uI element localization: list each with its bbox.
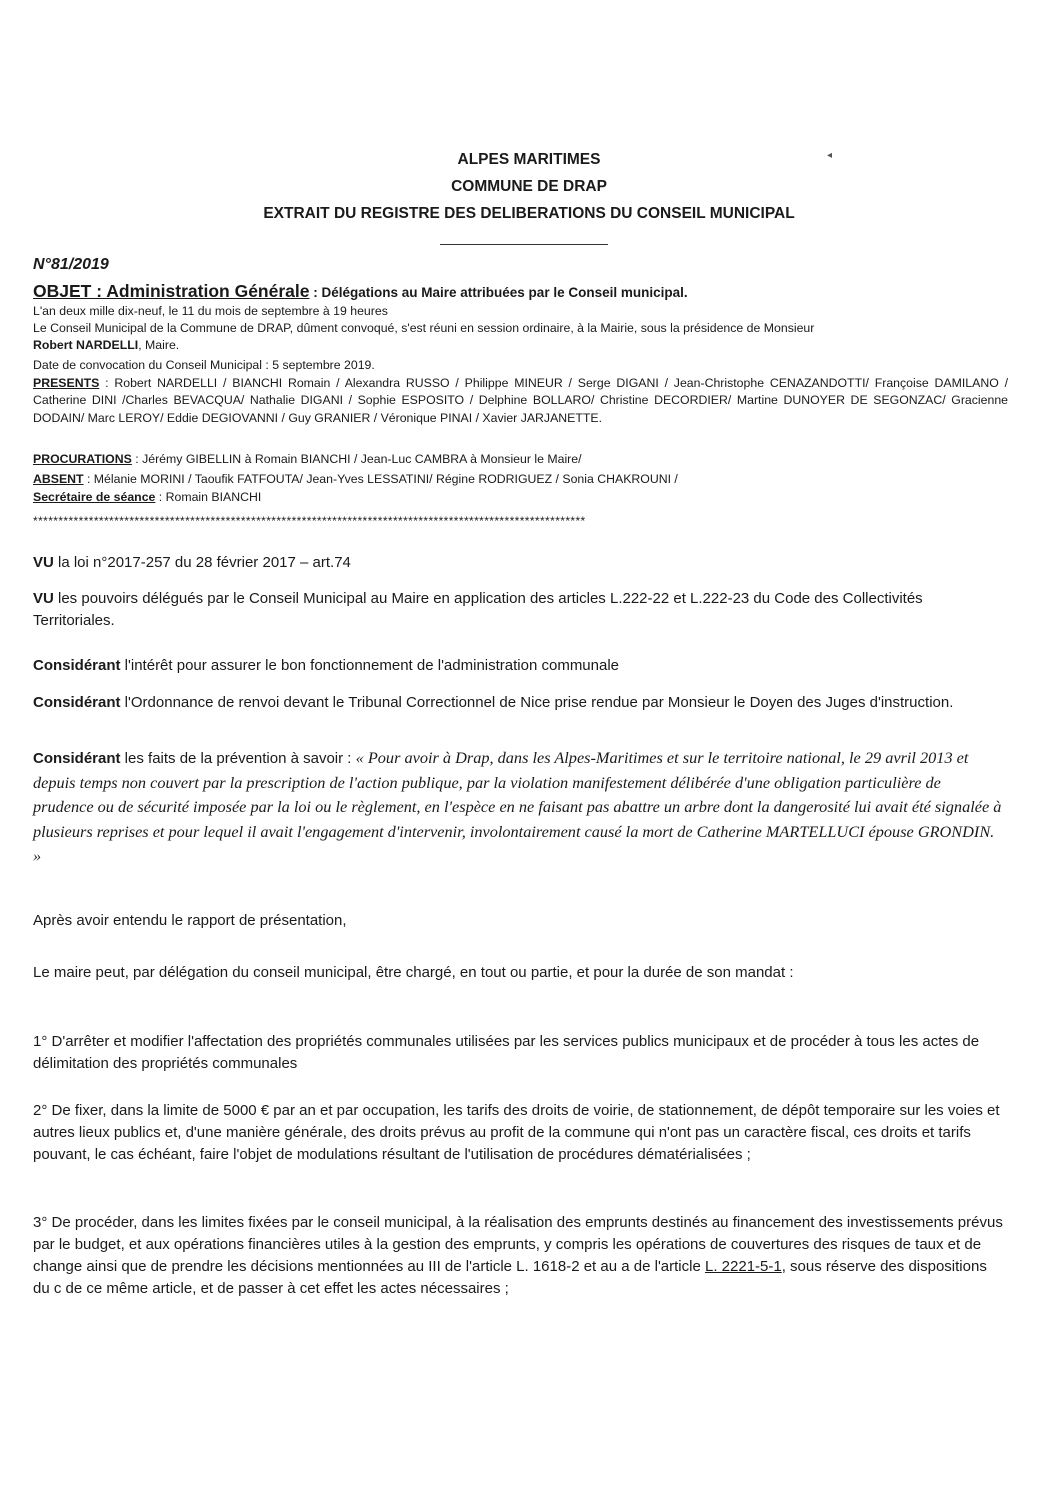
procurations-label: PROCURATIONS — [33, 452, 132, 466]
convocation-date: Date de convocation du Conseil Municipal : 5 septembre 2019. — [33, 358, 375, 372]
header-department: ALPES MARITIMES — [457, 151, 601, 168]
header-commune: COMMUNE DE DRAP — [451, 178, 607, 195]
session-council-line: Le Conseil Municipal de la Commune de DRAP, dûment convoqué, s'est réuni en session ordinaire, à la Mairie, sous la présidence de Monsieur — [33, 321, 815, 335]
delegation-item-1: 1° D'arrêter et modifier l'affectation des propriétés communales utilisées par les services publics municipaux et de procéder à tous les actes de délimitation des propriétés communales — [33, 1033, 980, 1072]
considerant-interest-text: l'intérêt pour assurer le bon fonctionnement de l'administration communale — [120, 657, 620, 674]
session-date: L'an deux mille dix-neuf, le 11 du mois de septembre à 19 heures — [33, 304, 388, 318]
rapport-line: Après avoir entendu le rapport de présentation, — [33, 912, 347, 929]
secretary-label: Secrétaire de séance — [33, 490, 156, 504]
considerant-ordonnance-text: l'Ordonnance de renvoi devant le Tribunal Correctionnel de Nice prise rendue par Monsieur le Doyen des Juges d'instruction. — [120, 694, 954, 711]
session-president — [33, 337, 179, 354]
deliberation-object — [33, 281, 688, 302]
absent-list — [33, 471, 678, 488]
presents-names: : Robert NARDELLI / BIANCHI Romain / Alexandra RUSSO / Philippe MINEUR / Serge DIGANI / Jean-Christophe CENAZANDOTTI/ Françoise DAMILANO / Catherine DINI /Charles BEVACQUA/ Nathalie DIGANI / Sophie ESPOSITO / Delphine BOLLARO/ Christine DECORDIER/ Martine DUNOYER DE SEGONZAC/ Gracienne DODAIN/ Marc LEROY/ Eddie DEGIOVANNI / Guy GRANIER / Véronique PINAI / Xavier JARJANETTE. — [33, 376, 1008, 425]
vu-label: VU — [33, 590, 54, 607]
considerant-facts-intro: les faits de la prévention à savoir : — [120, 750, 356, 767]
secretary-line — [33, 489, 261, 506]
vu-law — [33, 552, 1003, 574]
maire-delegation-intro: Le maire peut, par délégation du conseil municipal, être chargé, en tout ou partie, et pour la durée de son mandat : — [33, 964, 794, 981]
vu-powers-text: les pouvoirs délégués par le Conseil Municipal au Maire en application des articles L.222-22 et L.222-23 du Code des Collectivités Territoriales. — [33, 590, 923, 629]
considerant-label: Considérant — [33, 657, 121, 674]
secretary-name: : Romain BIANCHI — [155, 490, 262, 504]
object-label: OBJET : Administration Générale — [33, 281, 310, 301]
considerant-label: Considérant — [33, 694, 121, 711]
considerant-label: Considérant — [33, 750, 121, 767]
presents-label: PRESENTS — [33, 376, 100, 390]
absent-label: ABSENT — [33, 472, 84, 486]
considerant-interest — [33, 655, 1003, 677]
considerant-ordonnance — [33, 692, 1003, 714]
vu-label: VU — [33, 554, 54, 571]
vu-law-text: la loi n°2017-257 du 28 février 2017 – art.74 — [53, 554, 351, 571]
president-name: Robert NARDELLI — [33, 338, 139, 352]
presents-list — [33, 375, 1008, 427]
procurations-names: : Jérémy GIBELLIN à Romain BIANCHI / Jean-Luc CAMBRA à Monsieur le Maire/ — [131, 452, 582, 466]
considerant-facts — [33, 746, 1003, 869]
delegation-item-3 — [33, 1212, 1003, 1300]
object-text: Délégations au Maire attribuées par le Conseil municipal. — [321, 285, 688, 300]
vu-powers — [33, 588, 1003, 632]
delegation-item-3-text-b: , sous réserve des dispositions du c de ce même article, et de passer à cet effet les actes nécessaires ; — [33, 1258, 987, 1297]
scan-mark: ◂ — [827, 150, 833, 161]
separator-line: ************************************************************************************************************* — [33, 514, 586, 528]
prevention-quote: « Pour avoir à Drap, dans les Alpes-Maritimes et sur le territoire national, le 29 avril 2013 et depuis temps non couvert par la prescription de l'action publique, par la violation manifestement délibérée d'une obligation particulière de prudence ou de sécurité imposée par la loi ou le règlement, en l'espèce en ne faisant pas abattre un arbre dont la dangerosité lui avait été signalée à plusieurs reprises et pour lequel il avait l'engagement d'intervenir, involontairement causé la mort de Catherine MARTELLUCI épouse GRONDIN. » — [33, 748, 1002, 865]
delegation-item-2: 2° De fixer, dans la limite de 5000 € par an et par occupation, les tarifs des droits de voirie, de stationnement, de dépôt temporaire sur les voies et autres lieux publics et, d'une manière générale, des droits prévus au profit de la commune qui n'ont pas un caractère fiscal, ces droits et tarifs pouvant, le cas échéant, faire l'objet de modulations résultant de l'utilisation de procédures dématérialisées ; — [33, 1102, 1000, 1163]
article-link[interactable]: L. 2221-5-1 — [704, 1258, 782, 1275]
deliberation-number: N°81/2019 — [33, 256, 109, 273]
header-divider — [440, 244, 608, 245]
president-suffix: , Maire. — [138, 338, 180, 352]
procurations-list — [33, 451, 582, 468]
absent-names: : Mélanie MORINI / Taoufik FATFOUTA/ Jean-Yves LESSATINI/ Régine RODRIGUEZ / Sonia CHAKROUNI / — [83, 472, 678, 486]
object-separator: : — [309, 285, 322, 300]
delegation-item-3-text-a: 3° De procéder, dans les limites fixées par le conseil municipal, à la réalisation des emprunts destinés au financement des investissements prévus par le budget, et aux opérations financières utiles à la gestion des emprunts, y compris les opérations de couvertures des risques de taux et de change ainsi que de prendre les décisions mentionnées au III de l'article L. 1618-2 et au a de l'article — [33, 1214, 1003, 1275]
header-register-title: EXTRAIT DU REGISTRE DES DELIBERATIONS DU CONSEIL MUNICIPAL — [263, 205, 795, 222]
